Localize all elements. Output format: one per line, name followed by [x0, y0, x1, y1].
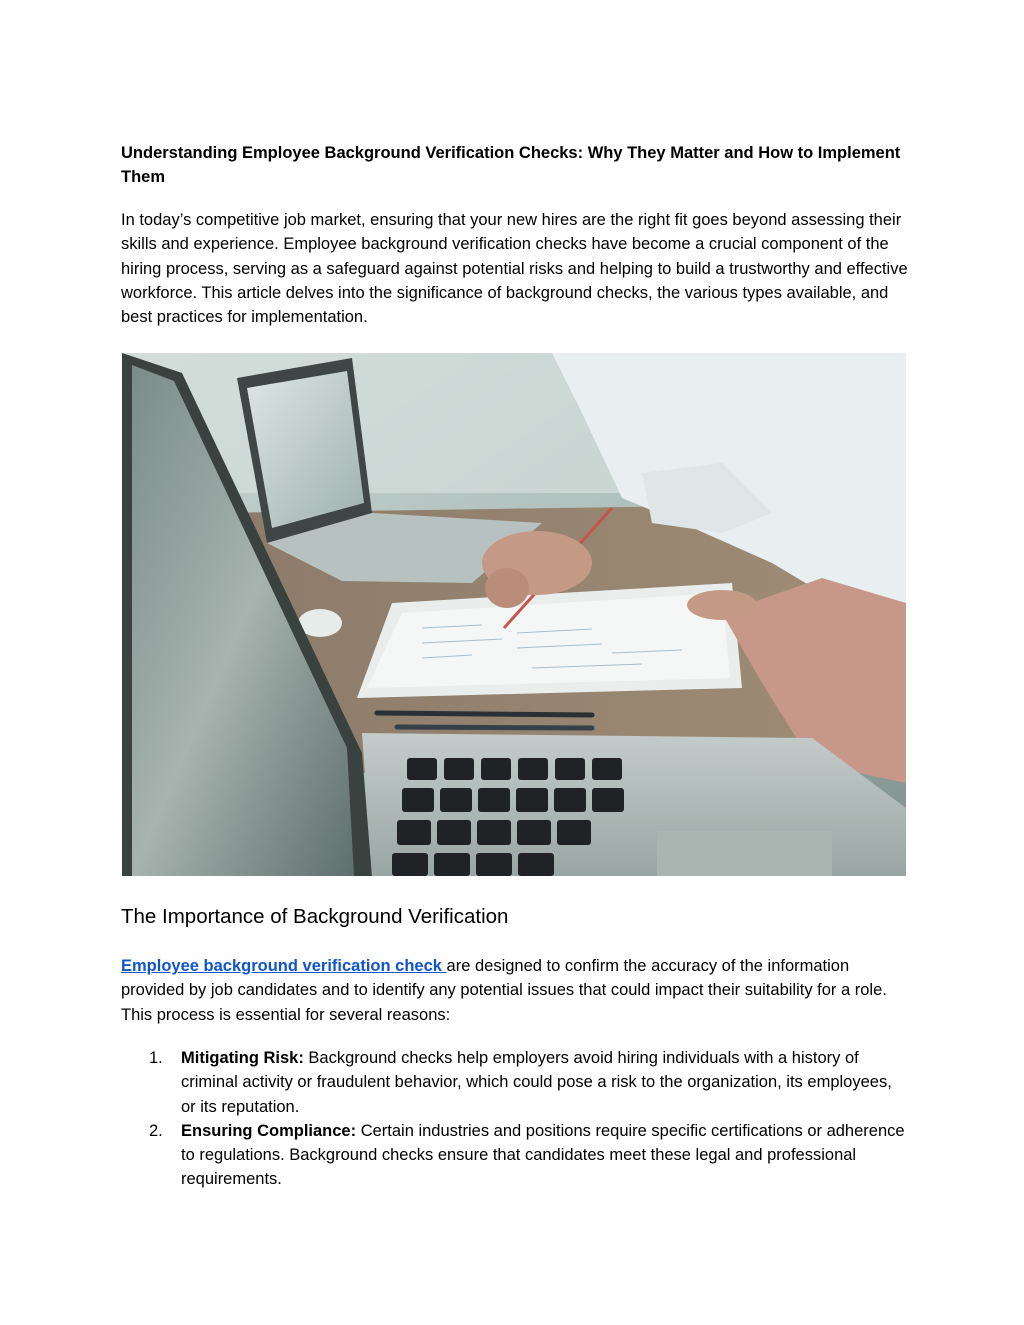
lead-paragraph — [121, 954, 911, 1027]
list-text: Certain industries and positions require specific certifications or adherence to regulations. Background checks ensure that candidates meet these legal and professional requirements. — [181, 1121, 905, 1189]
intro-paragraph: In today’s competitive job market, ensuring that your new hires are the right fit goes beyond assessing their skills and experience. Employee background verification checks have become a crucial component of the hiring process, serving as a safeguard against potential risks and helping to build a trustworthy and effective workforce. This article delves into the significance of background checks, the various types available, and best practices for implementation. — [121, 211, 908, 327]
list-number: 1. — [149, 1049, 163, 1067]
reasons-list — [121, 1046, 911, 1192]
laptops-meeting-photo — [122, 353, 906, 876]
list-item — [121, 1119, 911, 1192]
document-title: Understanding Employee Background Verification Checks: Why They Matter and How to Implement Them — [121, 144, 901, 186]
list-term: Mitigating Risk: — [181, 1049, 304, 1067]
list-item — [121, 1046, 911, 1119]
list-term: Ensuring Compliance: — [181, 1121, 357, 1140]
list-number: 2. — [149, 1121, 163, 1140]
lead-text: are designed to confirm the accuracy of the information provided by job candidates and to identify any potential issues that could impact their suitability for a role. This process is essential for several reasons: — [121, 957, 887, 1024]
background-check-link[interactable]: Employee background verification check — [121, 957, 447, 975]
list-text: Background checks help employers avoid hiring individuals with a history of criminal activity or fraudulent behavior, which could pose a risk to the organization, its employees, or its reputation. — [181, 1049, 892, 1116]
section-heading: The Importance of Background Verification — [121, 905, 509, 928]
